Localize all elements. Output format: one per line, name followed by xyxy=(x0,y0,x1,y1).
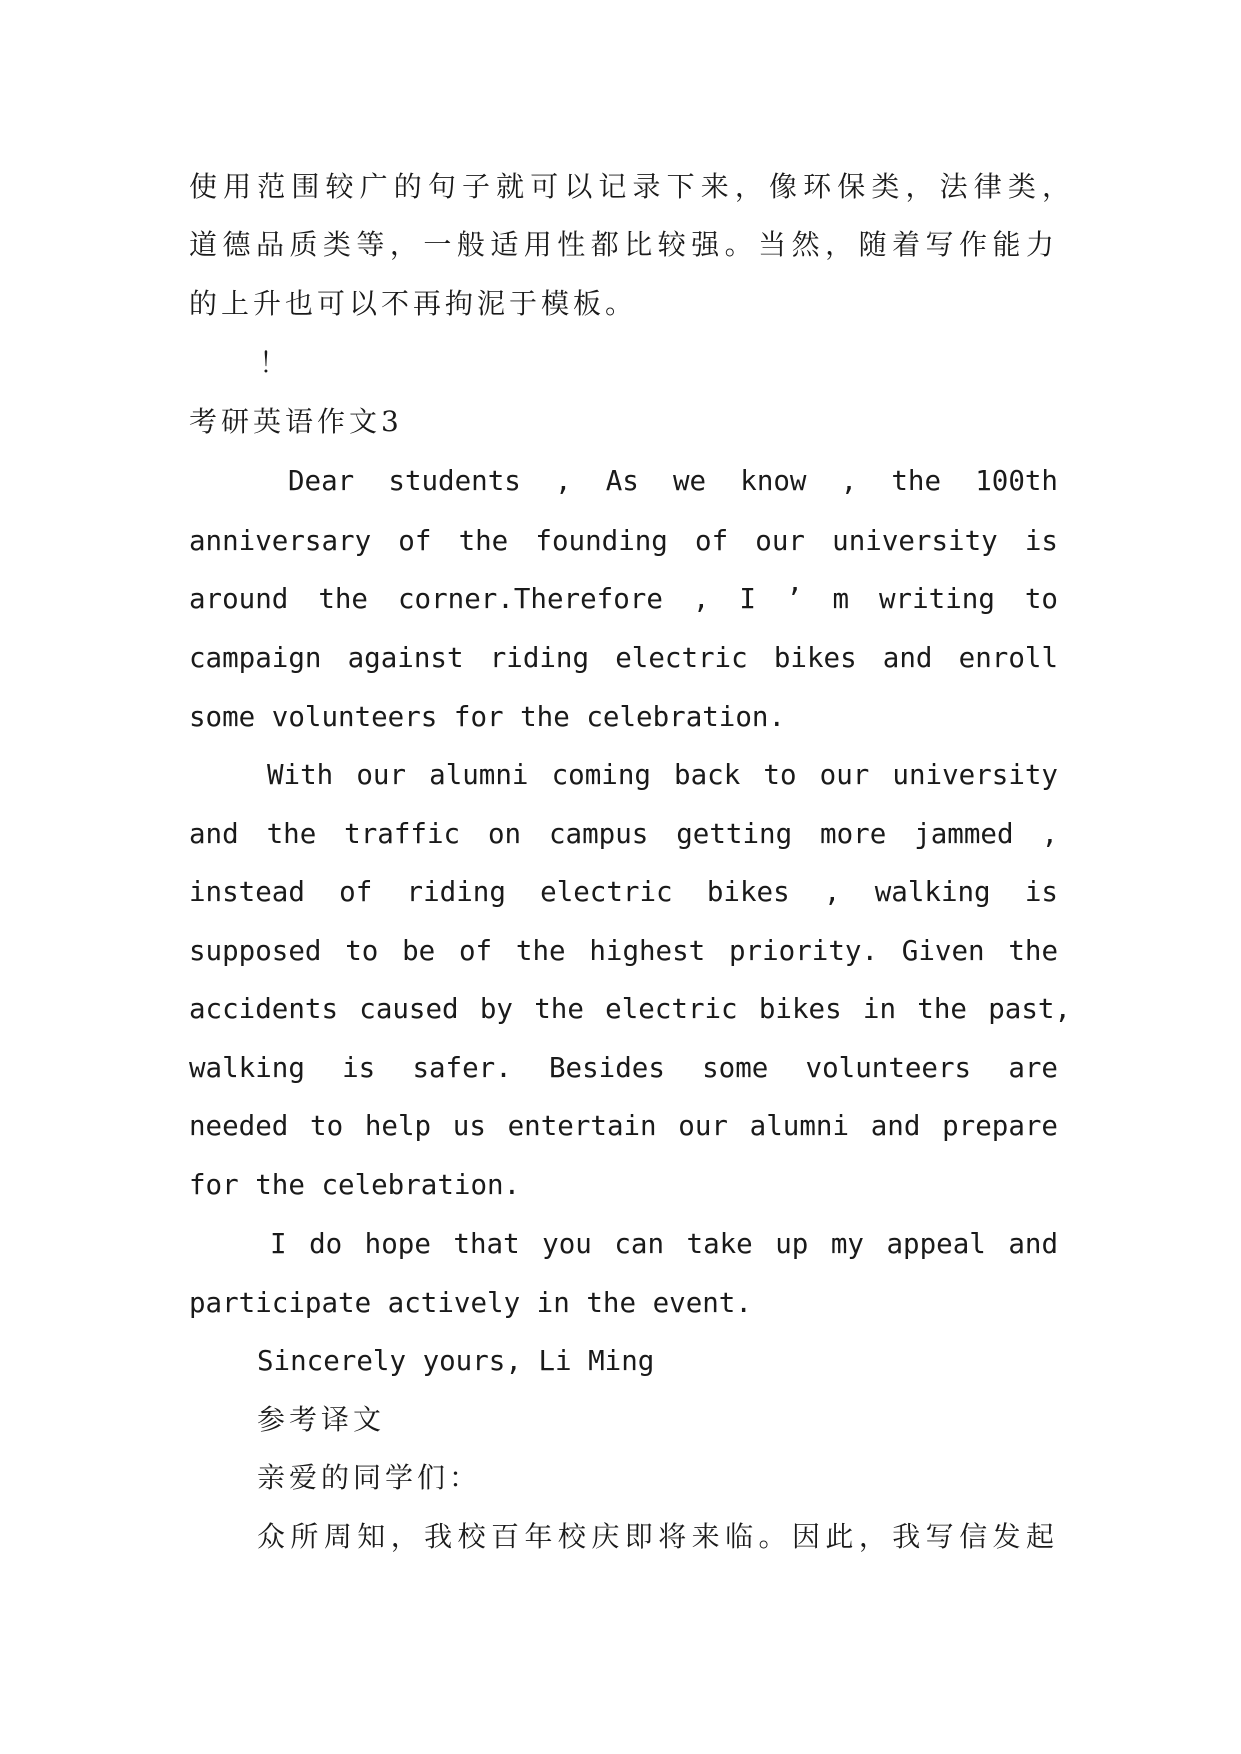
essay-line: supposed to be of the highest priority. Given the xyxy=(189,935,1058,967)
body-text-line: 使用范围较广的句子就可以记录下来，像环保类，法律类， xyxy=(189,170,1074,203)
essay-line: anniversary of the founding of our university is xyxy=(189,525,1058,557)
essay-signature: Sincerely yours, Li Ming xyxy=(257,1345,655,1377)
essay-line: accidents caused by the electric bikes in the past, xyxy=(189,993,1071,1025)
essay-line: walking is safer. Besides some volunteers are xyxy=(189,1052,1058,1084)
essay-line: needed to help us entertain our alumni and prepare xyxy=(189,1110,1058,1142)
essay-line: instead of riding electric bikes , walking is xyxy=(189,876,1058,908)
essay-line: campaign against riding electric bikes and enroll xyxy=(189,642,1058,674)
translation-line: 众所周知，我校百年校庆即将来临。因此，我写信发起 xyxy=(257,1520,1058,1553)
essay-line: around the corner.Therefore , I ’ m writing to xyxy=(189,583,1058,615)
essay-line: for the celebration. xyxy=(189,1169,521,1201)
exclamation-line: ！ xyxy=(259,346,292,379)
essay-line: Dear students , As we know , the 100th xyxy=(288,465,1058,497)
essay-line: With our alumni coming back to our university xyxy=(267,759,1058,791)
body-text-line: 道德品质类等，一般适用性都比较强。当然，随着写作能力 xyxy=(189,228,1058,261)
section-heading: 考研英语作文3 xyxy=(189,405,403,438)
essay-line: participate actively in the event. xyxy=(189,1287,752,1319)
essay-line: and the traffic on campus getting more jammed , xyxy=(189,818,1058,850)
translation-heading: 参考译文 xyxy=(257,1403,386,1436)
essay-line: some volunteers for the celebration. xyxy=(189,701,786,733)
translation-greeting: 亲爱的同学们： xyxy=(257,1461,482,1494)
essay-line: I do hope that you can take up my appeal and xyxy=(270,1228,1058,1260)
body-text-line: 的上升也可以不再拘泥于模板。 xyxy=(189,287,638,320)
